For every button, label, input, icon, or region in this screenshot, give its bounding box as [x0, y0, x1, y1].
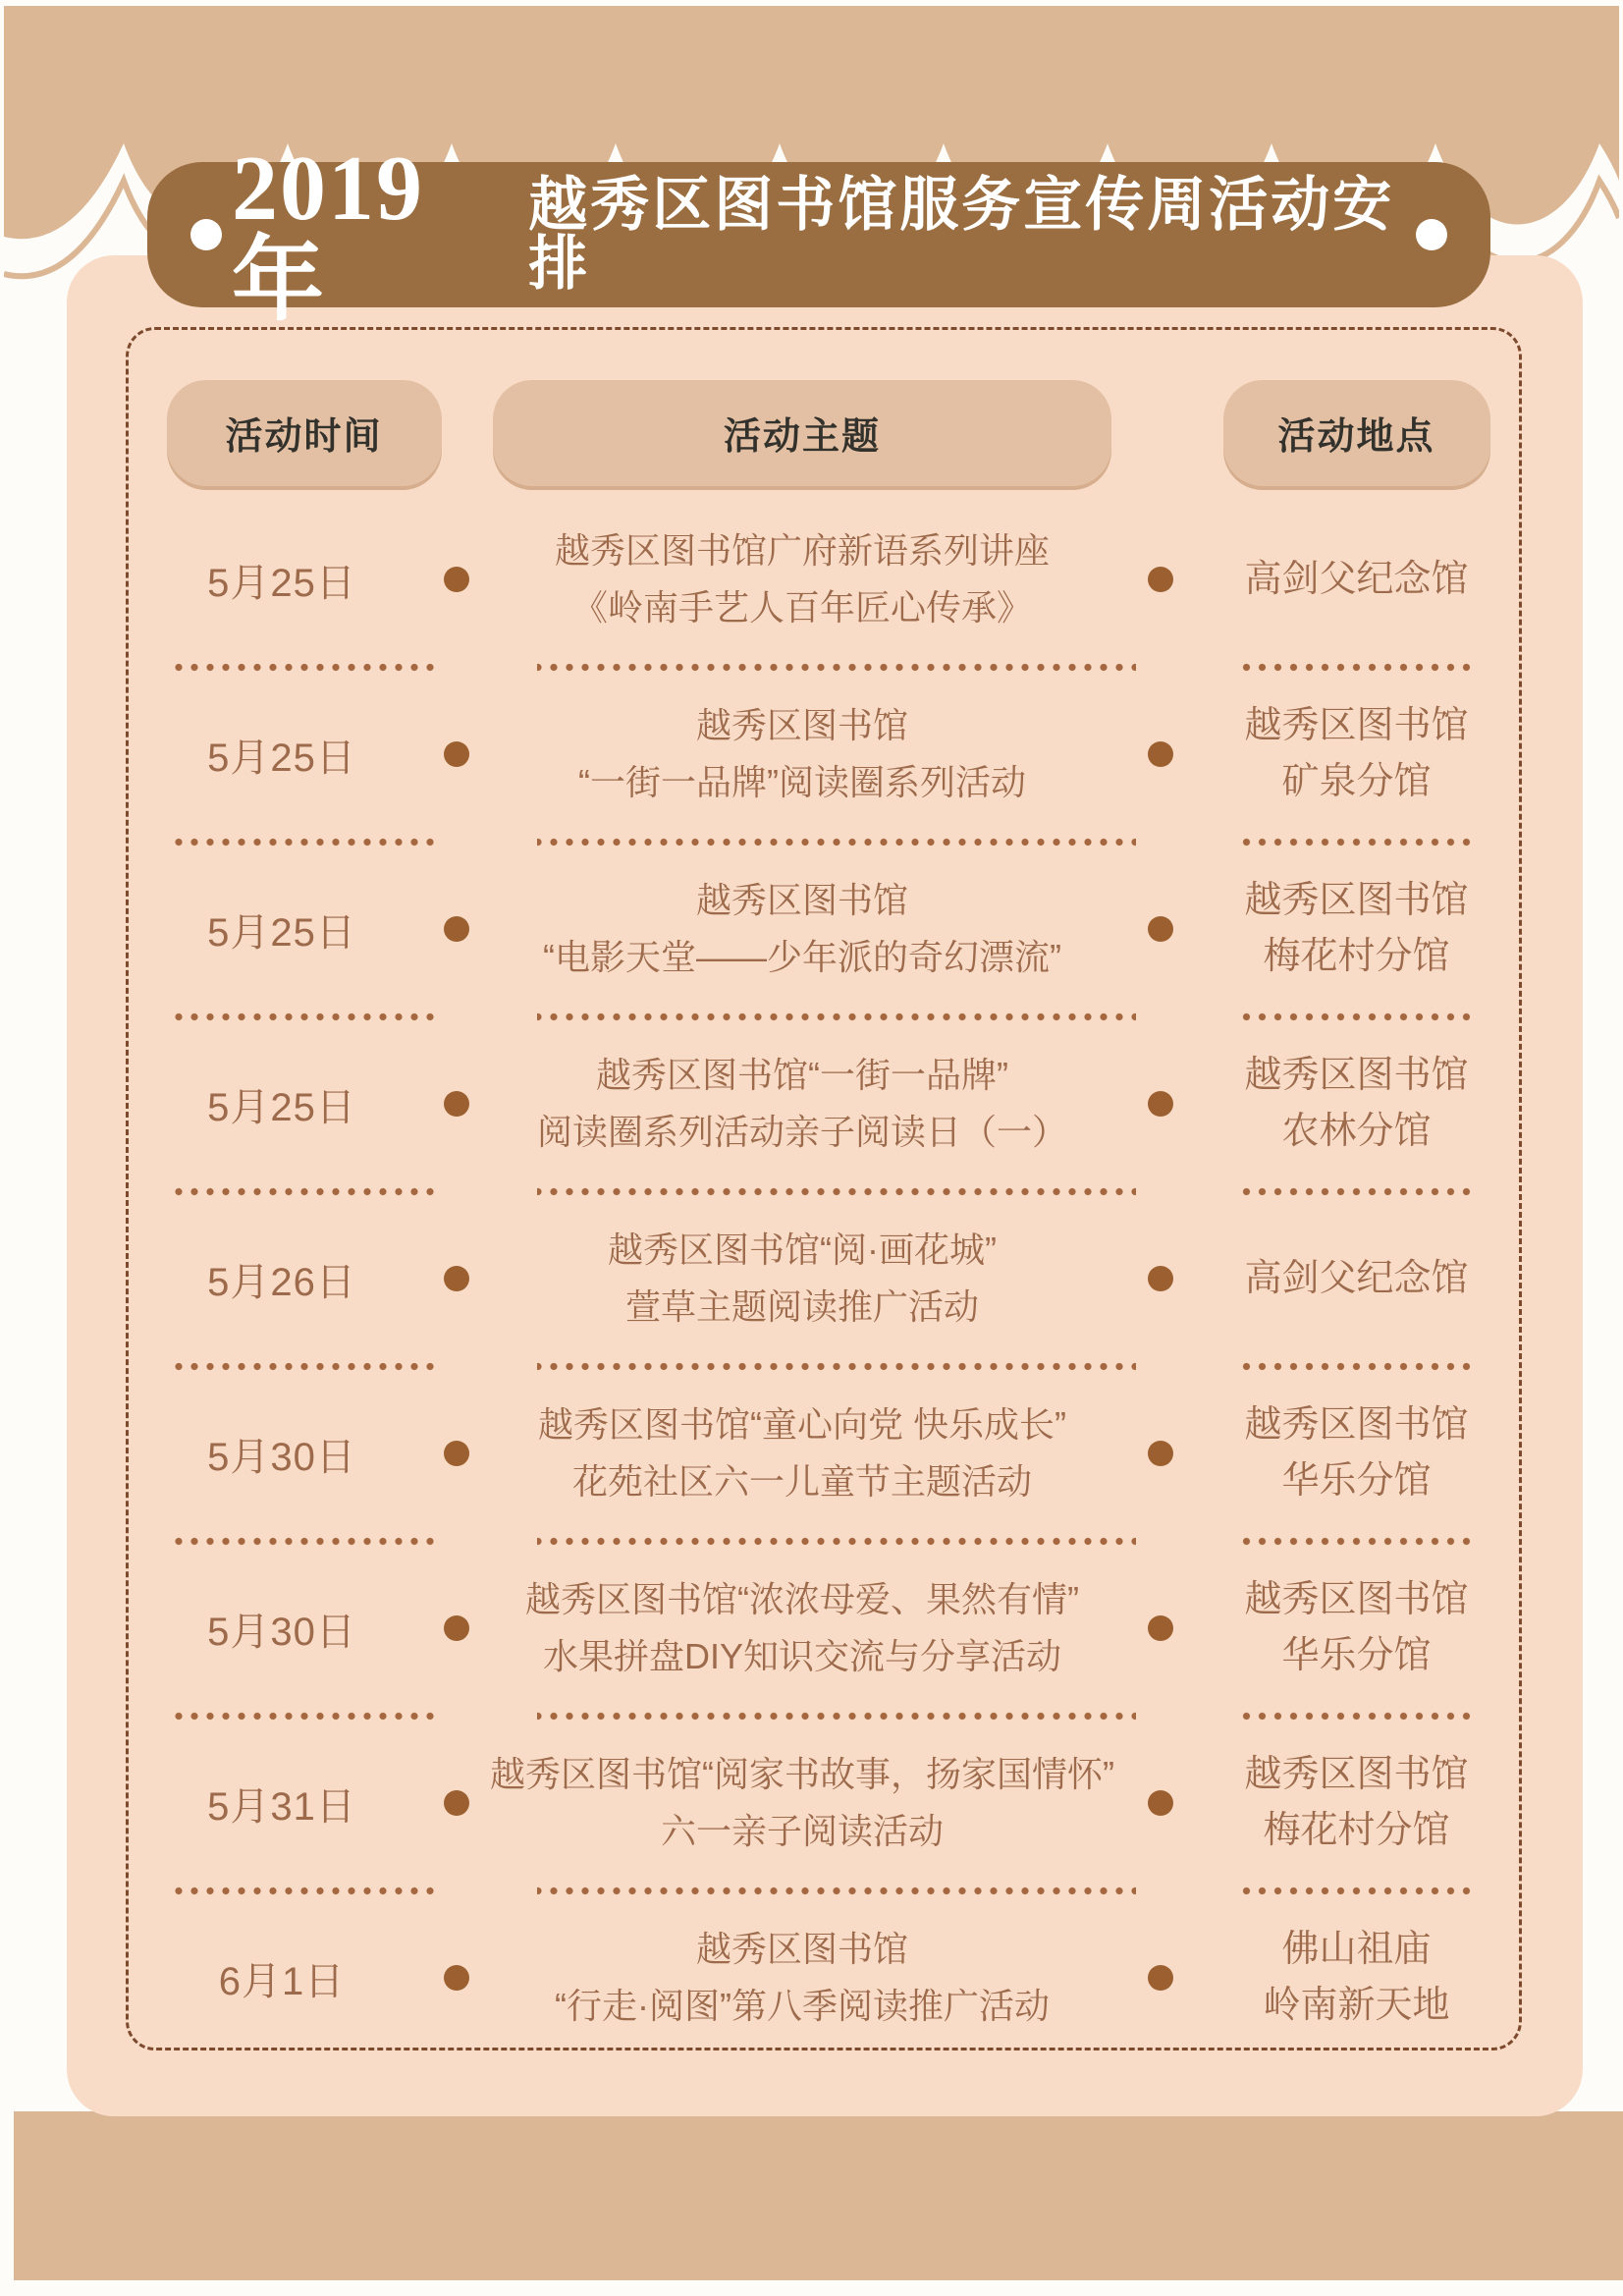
activity-location — [1195, 1251, 1518, 1307]
activity-time: 5月31日 — [207, 1784, 356, 1829]
bottom-band — [14, 2111, 1623, 2280]
row-separator — [130, 1871, 1518, 1910]
banner-dot-right-icon — [1416, 219, 1447, 250]
theme-line: “一街一品牌”阅读圈系列活动 — [578, 762, 1026, 802]
table-row — [130, 1386, 1518, 1521]
table-row — [130, 686, 1518, 822]
theme-line: 越秀区图书馆“阅家书故事，扬家国情怀” — [490, 1753, 1114, 1794]
activity-time: 5月25日 — [207, 561, 356, 605]
location-line: 梅花村分馆 — [1263, 936, 1450, 977]
bullet-icon — [1148, 1266, 1173, 1291]
activity-theme — [478, 1571, 1126, 1686]
theme-line: 花苑社区六一儿童节主题活动 — [571, 1461, 1032, 1502]
activity-theme — [478, 522, 1126, 637]
activity-theme — [478, 1396, 1126, 1511]
theme-line: “行走·阅图”第八季阅读推广活动 — [555, 1986, 1050, 2026]
theme-line: 越秀区图书馆广府新语系列讲座 — [554, 529, 1050, 571]
activity-time: 5月25日 — [207, 910, 356, 955]
table-row — [130, 861, 1518, 997]
bullet-icon — [1148, 567, 1173, 592]
location-line: 越秀区图书馆 — [1244, 1754, 1469, 1795]
bullet-icon — [1148, 1790, 1173, 1816]
activity-location — [1195, 1048, 1518, 1160]
row-separator — [130, 647, 1518, 686]
table-row — [130, 1211, 1518, 1346]
row-separator — [130, 1696, 1518, 1735]
table-row — [130, 1735, 1518, 1871]
location-line: 华乐分馆 — [1281, 1635, 1432, 1676]
location-line: 农林分馆 — [1281, 1111, 1432, 1152]
column-header-time: 活动时间 — [167, 380, 442, 486]
theme-line: 越秀区图书馆“童心向党 快乐成长” — [538, 1403, 1066, 1445]
location-line: 梅花村分馆 — [1263, 1810, 1450, 1851]
location-line: 高剑父纪念馆 — [1244, 1257, 1469, 1299]
theme-line: 萱草主题阅读推广活动 — [624, 1286, 979, 1327]
banner-year: 2019年 — [232, 137, 424, 332]
theme-line: 越秀区图书馆 — [695, 704, 908, 745]
theme-line: 阅读圈系列活动亲子阅读日（一） — [536, 1112, 1067, 1152]
activity-theme — [478, 1047, 1126, 1162]
schedule-table — [126, 327, 1522, 2050]
activity-time: 5月30日 — [207, 1435, 356, 1479]
table-row — [130, 1036, 1518, 1172]
location-line: 越秀区图书馆 — [1244, 1579, 1469, 1620]
theme-line: 越秀区图书馆 — [695, 1928, 908, 1969]
table-row — [130, 512, 1518, 647]
bullet-icon — [444, 1091, 469, 1117]
theme-line: 越秀区图书馆“阅·画花城” — [608, 1229, 997, 1270]
table-header — [130, 330, 1518, 512]
activity-location — [1195, 1572, 1518, 1684]
location-line: 越秀区图书馆 — [1244, 1055, 1469, 1096]
row-separator — [130, 1521, 1518, 1560]
location-line: 高剑父纪念馆 — [1244, 558, 1469, 600]
activity-time: 5月25日 — [207, 1085, 356, 1129]
table-row — [130, 1910, 1518, 2046]
activity-theme — [478, 1746, 1126, 1861]
row-separator — [130, 1172, 1518, 1211]
theme-line: 六一亲子阅读活动 — [660, 1811, 944, 1851]
title-banner — [147, 137, 1490, 332]
location-line: 华乐分馆 — [1281, 1460, 1432, 1502]
bullet-icon — [444, 916, 469, 942]
row-separator — [130, 1346, 1518, 1386]
theme-line: 越秀区图书馆 — [695, 879, 908, 920]
activity-time: 5月30日 — [207, 1610, 356, 1654]
location-line: 越秀区图书馆 — [1244, 1404, 1469, 1446]
theme-line: 越秀区图书馆“一街一品牌” — [596, 1054, 1008, 1095]
activity-theme — [478, 1222, 1126, 1337]
location-line: 矿泉分馆 — [1281, 761, 1432, 802]
activity-time: 6月1日 — [218, 1959, 346, 2003]
bullet-icon — [1148, 916, 1173, 942]
row-separator — [130, 997, 1518, 1036]
bullet-icon — [1148, 1965, 1173, 1991]
bullet-icon — [1148, 1091, 1173, 1117]
activity-location — [1195, 1747, 1518, 1859]
theme-line: 越秀区图书馆“浓浓母爱、果然有情” — [525, 1578, 1079, 1619]
activity-time: 5月25日 — [207, 736, 356, 780]
activity-theme — [478, 697, 1126, 812]
location-line: 佛山祖庙 — [1281, 1929, 1432, 1970]
table-row — [130, 1560, 1518, 1696]
bullet-icon — [444, 1615, 469, 1641]
activity-location — [1195, 873, 1518, 985]
column-header-theme: 活动主题 — [493, 380, 1111, 486]
page-title: 越秀区图书馆服务宣传周活动安排 — [528, 172, 1395, 297]
activity-time: 5月26日 — [207, 1260, 356, 1304]
banner-dot-left-icon — [190, 219, 222, 250]
bullet-icon — [444, 1790, 469, 1816]
activity-theme — [478, 872, 1126, 987]
location-line: 越秀区图书馆 — [1244, 880, 1469, 921]
bullet-icon — [1148, 1615, 1173, 1641]
banner-text — [232, 137, 1406, 332]
bullet-icon — [444, 1266, 469, 1291]
theme-line: 水果拼盘DIY知识交流与分享活动 — [542, 1636, 1061, 1676]
activity-location — [1195, 1922, 1518, 2034]
location-line: 越秀区图书馆 — [1244, 705, 1469, 746]
bullet-icon — [444, 741, 469, 767]
bullet-icon — [444, 567, 469, 592]
bullet-icon — [444, 1965, 469, 1991]
bullet-icon — [1148, 741, 1173, 767]
column-header-location: 活动地点 — [1223, 380, 1490, 486]
activity-location — [1195, 1397, 1518, 1509]
location-line: 岭南新天地 — [1263, 1985, 1450, 2026]
activity-theme — [478, 1921, 1126, 2036]
bullet-icon — [444, 1441, 469, 1466]
activity-location — [1195, 552, 1518, 608]
bullet-icon — [1148, 1441, 1173, 1466]
theme-line: “电影天堂——少年派的奇幻漂流” — [543, 937, 1061, 977]
theme-line: 《岭南手艺人百年匠心传承》 — [571, 587, 1032, 628]
row-separator — [130, 822, 1518, 861]
activity-location — [1195, 698, 1518, 810]
